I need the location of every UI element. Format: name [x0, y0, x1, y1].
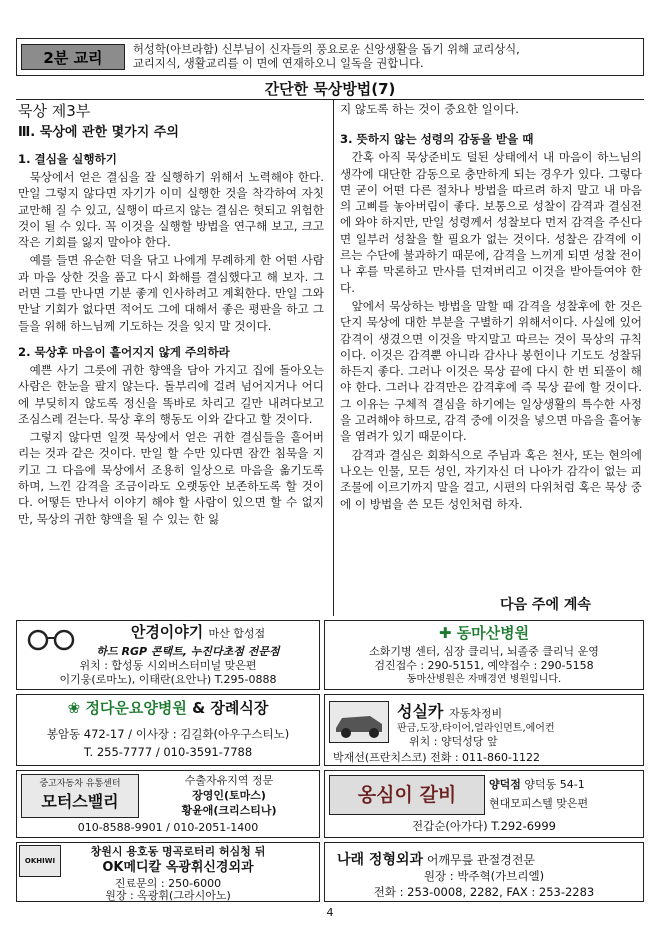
seongsilka-contact: 박재선(프란치스코) 전화 : 011-860-1122	[333, 751, 540, 764]
subsection-1-title: 1. 결심을 실행하기	[18, 152, 117, 166]
leaf-icon: ❀	[67, 699, 81, 717]
left-column	[18, 101, 324, 527]
ad-seongsilka-garage	[324, 694, 644, 766]
ad-motors-valley	[16, 770, 320, 838]
title-row	[16, 78, 644, 100]
intro-line-2: 교리지식, 생활교리를 이 면에 연재하오니 일독을 권합니다.	[133, 57, 424, 70]
narae-specialty: 어깨무릎 관절경전문	[426, 853, 536, 867]
intro-header	[16, 38, 644, 76]
ad-glasses-store	[16, 620, 320, 690]
ok-medical-location: 창원시 용호동 명곡로터리 허심청 뒤	[90, 845, 266, 858]
ok-medical-phone: 진료문의 : 250-6000	[114, 877, 222, 890]
subsection-2-paragraph-2: 그렇지 않다면 일껏 묵상에서 얻은 귀한 결심들을 흩어버리는 것과 같은 것이다. 만일 할 수만 있다면 잠깐 침묵을 지키고 그 다음에 묵상에서 조용히 일상으로 마음을 옮기도록 하며, 느낀 감격을 조금이라도 오랫동안 보존하도록 할 것이다. 어떻든 만나서 이야기 해야 할 사람이 있으면 할 수 없지만, 묵상의 귀한 향액을 될 수 있는 한 잃	[18, 430, 324, 526]
narae-name: 나래 정형외과	[337, 852, 424, 868]
seongsilka-services: 판금,도장,타이어,얼라인먼트,에어컨	[397, 723, 555, 734]
glasses-store-tagline: 하드 RGP 콘택트, 누진다초점 전문점	[96, 645, 280, 658]
ad-jeongdaun-hospital	[16, 694, 320, 766]
column-divider	[333, 100, 334, 616]
ad-dongmasan-hospital	[324, 620, 644, 690]
subsection-1-paragraph-2: 예를 들면 유순한 덕을 닦고 나에게 무례하게 한 어떤 사람과 마음 상한 것을 품고 다시 화해를 결심했다고 해 보자. 그러면 그를 만나면 기분 좋게 인사하려고 계획한다. 만일 그와 만날 기회가 없다면 적어도 그에 대해서 좋은 평판을 하고 그들을 위해 하느님께 기도하는 것을 잊지 말 것이다.	[18, 253, 324, 333]
narae-phones: 전화 : 253-0008, 2282, FAX : 253-2283	[373, 885, 595, 899]
article-title: 간단한 묵상방법(7)	[264, 80, 396, 98]
galbi-branch: 양덕점	[489, 778, 521, 791]
intro-line-1: 허성학(아브라함) 신부님이 신자들의 풍요로운 신앙생활을 돕기 위해 교리상식,	[133, 43, 520, 56]
page-number: 4	[326, 906, 334, 919]
galbi-restaurant-name: 옹심이 갈비	[357, 784, 457, 806]
seongsilka-type: 자동차정비	[448, 707, 503, 720]
motors-valley-contact-2: 황윤애(크리스티나)	[181, 804, 277, 817]
ok-medical-name: OK메디칼 옥광휘신경외과	[102, 860, 254, 875]
section-badge: 2분 교리	[21, 44, 125, 70]
seongsilka-location: 위치 : 양덕성당 앞	[409, 735, 498, 748]
ad-ok-medical	[16, 842, 320, 902]
continued-notice: 다음 주에 계속	[500, 597, 591, 613]
subsection-3-paragraph-2: 앞에서 묵상하는 방법을 말할 때 감격을 성찰후에 한 것은 단지 묵상에 대한 부분을 구별하기 위해서이다. 사실에 있어 감격이 생겼으면 이것을 막지말고 따르는 것이 묵상의 규칙이다. 이것은 감격뿐 아니라 감사나 봉헌이나 기도도 성찰뒤 하든지 좋다. 그러나 이것은 묵상 끝에 다시 한 번 되풀이 해야 한다. 그러나 감격만은 감격후에 즉 묵상 끝에 할 것이다. 그 이유는 구체적 결심을 하기에는 일상생활의 특수한 사정을 고려해야 하므로, 감격 중에 이것을 넣으면 마음을 흩어놓을 염려가 있기 때문이다.	[340, 298, 642, 444]
jeongdaun-hospital-name: 정다운요양병원	[85, 699, 187, 717]
subsection-3-paragraph-1: 간혹 아직 묵상준비도 덜된 상태에서 내 마음이 하느님의 생각에 대단한 감동으로 충만하게 되는 경우가 있다. 그렇다면 굳이 어떤 다른 절차나 방법을 따르려 하지 말고 내 마음의 고삐를 놓아버림이 좋다. 보통으로 성찰이 감격과 결심전에 와야 하지만, 만일 성령께서 성찰보다 먼저 감격을 주신다면 일부러 성찰을 할 필요가 없는 것이다. 성찰은 감격에 이르는 수단에 불과하기 때문에, 감격을 느끼게 되면 성찰 전이나 후를 막론하고 만사를 던져버리고 이것을 받아들여야 한다.	[340, 150, 642, 295]
glasses-store-branch: 마산 합성점	[208, 627, 266, 640]
subsection-1-paragraph-1: 묵상에서 얻은 결심을 잘 실행하기 위해서 노력해야 한다. 만일 그렇지 않다면 자기가 이미 실행한 것을 착각하여 자칫 교만해 질 수 있고, 실행이 따르지 않는 결심은 헛되고 위험한 것이 될 수 있다. 꼭 이것을 실행할 방법을 연구해 보고, 크고 작은 기회를 잃지 말아야 한다.	[18, 170, 324, 250]
car-icon	[329, 701, 389, 743]
dongmasan-hospital-services: 소화기병 센터, 심장 클리닉, 뇌졸중 클리닉 운영	[369, 645, 599, 658]
seongsilka-name: 성실카	[397, 702, 444, 721]
ok-medical-director: 원장 : 옥광휘(그라시아노)	[105, 889, 231, 902]
dongmasan-hospital-note: 동마산병원은 자매경연 병원입니다.	[406, 674, 562, 685]
motors-valley-contact-1: 장영인(토마스)	[192, 789, 266, 802]
jeongdaun-address: 봉암동 472-17 / 이사장 : 김길화(아우구스티노)	[46, 727, 290, 741]
galbi-contact: 전갑순(아가다) T.292-6999	[412, 819, 556, 833]
continuation-line: 지 않도록 하는 것이 중요한 일이다.	[340, 102, 519, 116]
intro-text	[133, 43, 638, 71]
dongmasan-hospital-phones: 검진접수 : 290-5151, 예약접수 : 290-5158	[374, 659, 594, 672]
ad-galbi-restaurant	[324, 770, 644, 838]
jeongdaun-funeral-hall: & 장례식장	[192, 699, 269, 717]
subsection-2-paragraph-1: 예쁜 사기 그릇에 귀한 향액을 담아 가지고 집에 돌아오는 사람은 한눈을 팔지 않는다. 돌부리에 걸려 넘어지거나 어디에 부딪히지 않도록 정신을 똑바로 차리고 길만 내려다보고 조심스레 걷는다. 묵상 후의 행동도 이와 같다고 할 것이다.	[18, 362, 324, 426]
hospital-cross-icon: ✚	[438, 624, 452, 642]
motors-valley-logo	[21, 774, 139, 818]
subsection-3-title: 3. 뜻하지 않는 성령의 감동을 받을 때	[340, 132, 534, 147]
subsection-2-title: 2. 묵상후 마음이 흩어지지 않게 주의하라	[18, 344, 230, 359]
ok-medical-logo-text: OKHIWI	[24, 857, 56, 865]
galbi-address: 양덕동 54-1	[524, 778, 585, 791]
dongmasan-hospital-name: 동마산병원	[456, 624, 530, 642]
glasses-store-contacts: 이기웅(로마노), 이태란(요안나) T.295-0888	[59, 673, 277, 686]
motors-valley-phones: 010-8588-9901 / 010-2051-1400	[77, 821, 259, 834]
jeongdaun-phones: T. 255-7777 / 010-3591-7788	[83, 745, 253, 759]
motors-valley-location: 수출자유지역 정문	[184, 774, 274, 787]
section-heading: Ⅲ. 묵상에 관한 몇가지 주의	[18, 125, 179, 140]
ad-narae-orthopedics	[324, 842, 644, 902]
galbi-restaurant-logo	[329, 775, 485, 815]
part-heading: 묵상 제3부	[18, 102, 91, 120]
glasses-store-name: 안경이야기	[130, 623, 204, 641]
right-column	[340, 101, 642, 512]
galbi-landmark: 현대모피스텔 맞은편	[489, 797, 589, 810]
motors-valley-name: 모터스밸리	[41, 792, 119, 811]
narae-director: 원장 : 박주혁(가브리엘)	[423, 869, 545, 883]
motors-valley-center: 중고자동차 유통센터	[39, 779, 121, 789]
subsection-3-paragraph-3: 감격과 결심은 회화식으로 주님과 혹은 천사, 또는 현의에 나오는 인물, 모든 성인, 자기자신 더 나아가 감각이 없는 피조물에 이르기까지 말을 걸고, 시편의 다위처럼 혹은 묵상 중에 이 방법을 쓴 모든 성인처럼 하자.	[340, 447, 642, 511]
glasses-store-address: 위치 : 합성동 시외버스터미널 맞은편	[79, 659, 257, 672]
